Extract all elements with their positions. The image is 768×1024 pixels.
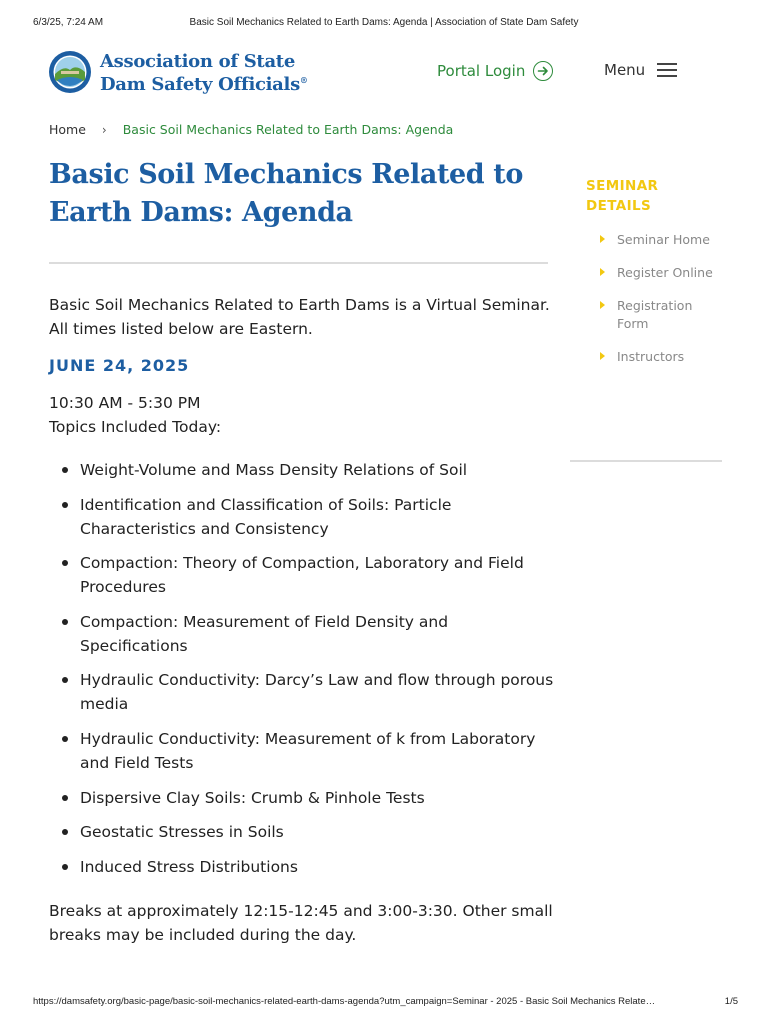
list-item: Identification and Classification of Soils: Particle Characteristics and Consistency	[49, 493, 554, 541]
list-item: Hydraulic Conductivity: Darcy’s Law and flow through porous media	[49, 668, 554, 716]
print-url: https://damsafety.org/basic-page/basic-soil-mechanics-related-earth-dams-agenda?utm_campaign=Seminar - 2025 - Basic Soil Mechanics Relate…	[33, 996, 656, 1007]
sidebar-item-register-online[interactable]	[598, 264, 723, 282]
breadcrumb-home-link[interactable]: Home	[49, 122, 86, 137]
hamburger-icon	[657, 63, 677, 77]
print-page-number: 1/5	[724, 996, 738, 1007]
site-logo-text[interactable]	[100, 52, 308, 94]
page-title-line2: Earth Dams: Agenda	[49, 197, 353, 228]
sidebar-item-label: Seminar Home	[617, 232, 710, 247]
print-timestamp: 6/3/25, 7:24 AM	[33, 17, 104, 28]
list-item: Weight-Volume and Mass Density Relations of Soil	[49, 458, 554, 482]
list-item: Hydraulic Conductivity: Measurement of k from Laboratory and Field Tests	[49, 727, 554, 775]
sidebar-item-label: Registration Form	[617, 298, 693, 331]
list-item: Compaction: Theory of Compaction, Laboratory and Field Procedures	[49, 551, 554, 599]
triangle-right-icon	[600, 352, 605, 360]
sidebar-heading: SEMINAR DETAILS	[586, 178, 659, 214]
session-date: JUNE 24, 2025	[49, 356, 190, 375]
list-item: Geostatic Stresses in Soils	[49, 820, 554, 844]
breaks-note: Breaks at approximately 12:15-12:45 and 3:00-3:30. Other small breaks may be included during the day.	[49, 902, 553, 944]
sidebar-item-seminar-home[interactable]	[598, 231, 723, 249]
session-time-block	[49, 391, 549, 439]
chevron-right-icon: ›	[101, 122, 107, 137]
list-item: Induced Stress Distributions	[49, 855, 554, 879]
list-item: Compaction: Measurement of Field Density and Specifications	[49, 610, 554, 658]
list-item: Dispersive Clay Soils: Crumb & Pinhole Tests	[49, 786, 554, 810]
sidebar-item-registration-form[interactable]	[598, 297, 723, 333]
session-time: 10:30 AM - 5:30 PM	[49, 394, 201, 412]
page-title	[49, 156, 549, 232]
site-header	[0, 48, 768, 96]
arrow-right-circle-icon	[533, 61, 553, 81]
sidebar-nav	[598, 231, 723, 381]
breadcrumb	[49, 122, 453, 137]
triangle-right-icon	[600, 301, 605, 309]
breadcrumb-current[interactable]: Basic Soil Mechanics Related to Earth Dams: Agenda	[122, 122, 454, 137]
menu-button[interactable]	[604, 61, 677, 79]
title-divider	[49, 262, 548, 264]
sidebar-item-instructors[interactable]	[598, 348, 723, 366]
sidebar-divider	[570, 460, 722, 462]
topics-intro: Topics Included Today:	[49, 418, 222, 436]
asdso-logo-icon[interactable]	[48, 50, 92, 94]
portal-login-link[interactable]	[437, 61, 553, 81]
registered-mark: ®	[299, 75, 308, 85]
logo-line1: Association of State	[100, 51, 295, 72]
triangle-right-icon	[600, 235, 605, 243]
sidebar-item-label: Register Online	[617, 265, 713, 280]
topics-list	[49, 458, 554, 889]
menu-label: Menu	[604, 61, 646, 79]
print-page-title: Basic Soil Mechanics Related to Earth Dams: Agenda | Association of State Dam Safety	[189, 17, 579, 28]
page-title-line1: Basic Soil Mechanics Related to	[49, 159, 523, 190]
triangle-right-icon	[600, 268, 605, 276]
intro-text: Basic Soil Mechanics Related to Earth Dams is a Virtual Seminar. All times listed below are Eastern.	[49, 296, 550, 338]
sidebar-item-label: Instructors	[617, 349, 685, 364]
logo-line2: Dam Safety Officials	[100, 74, 300, 95]
portal-login-label: Portal Login	[437, 62, 526, 80]
